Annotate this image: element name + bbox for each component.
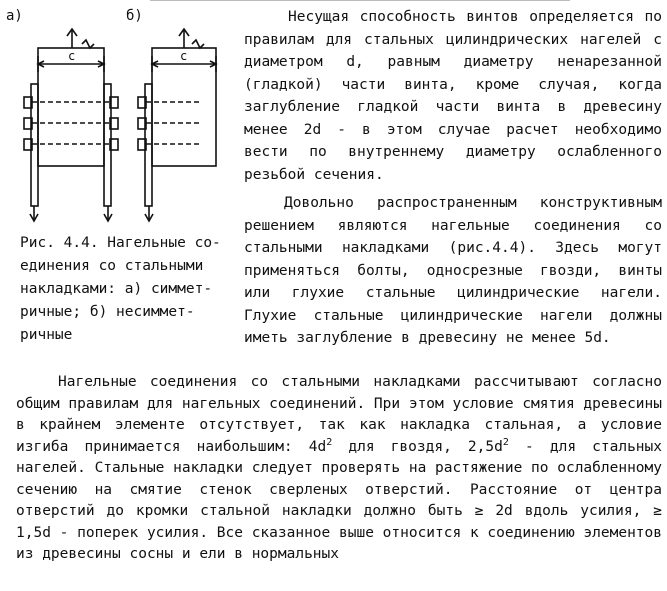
dim-label-a: c <box>68 49 76 63</box>
bottom-text-part2: для гвоздя, 2,5d <box>332 438 503 455</box>
bottom-paragraph-text <box>16 372 662 566</box>
fig-label-a: а) <box>6 8 23 24</box>
dim-label-b: c <box>180 49 188 63</box>
paragraph-steel-plates: Довольно распространенным конструктивным решением являются нагельные соединения со стальными накладками (рис.4.4). Здесь могут применяться болты, односрезные гвозди, винты или глухие стальные цилиндрические нагели. Глухие стальные цилиндрические нагели должны иметь заглубление в древесину не менее 5d. <box>244 195 662 346</box>
superscript-1: 2 <box>326 436 333 448</box>
fig-label-b: б) <box>126 8 143 24</box>
bottom-text-part1: Нагельные соединения со стальными накладками рассчитывают согласно общим правилам для нагельных соединений. При этом условие смятия древесины в крайнем элементе отсутствует, так как накладка стальная, а условие изгиба принимается наибольшим: 4d <box>16 374 663 455</box>
bottom-text-part3: - для стальных нагелей. Стальные накладки следует проверять на растяжение по ослабленному сечению на смятие стенок сверленых отверстий. Расстояние от центра отверстий до кромки стальной накладки должно быть ≥ 2d вдоль усилия, ≥ 1,5d - поперек усилия. Все сказанное выше относится к соединению элементов из древесины сосны и ели в нормальных <box>16 438 663 562</box>
figure-nail-joints <box>4 0 236 232</box>
right-column-text <box>244 6 662 350</box>
superscript-2: 2 <box>502 436 509 448</box>
paragraph-screws: Несущая способность винтов определяется по правилам для стальных цилиндрических нагелей с диаметром d, равным диаметру ненарезанной (гладкой) части винта, кроме случая, когда заглубление гладкой части винта в древесину менее 2d - в этом случае расчет необходимо вести по внутреннему диаметру ослабленного резьбой сечения. <box>244 9 662 183</box>
figure-caption: Рис. 4.4. Нагельные со- единения со стальными накладками: а) симмет- ричные; б) несиммет- ричные <box>20 235 221 343</box>
bottom-paragraph <box>16 372 662 566</box>
